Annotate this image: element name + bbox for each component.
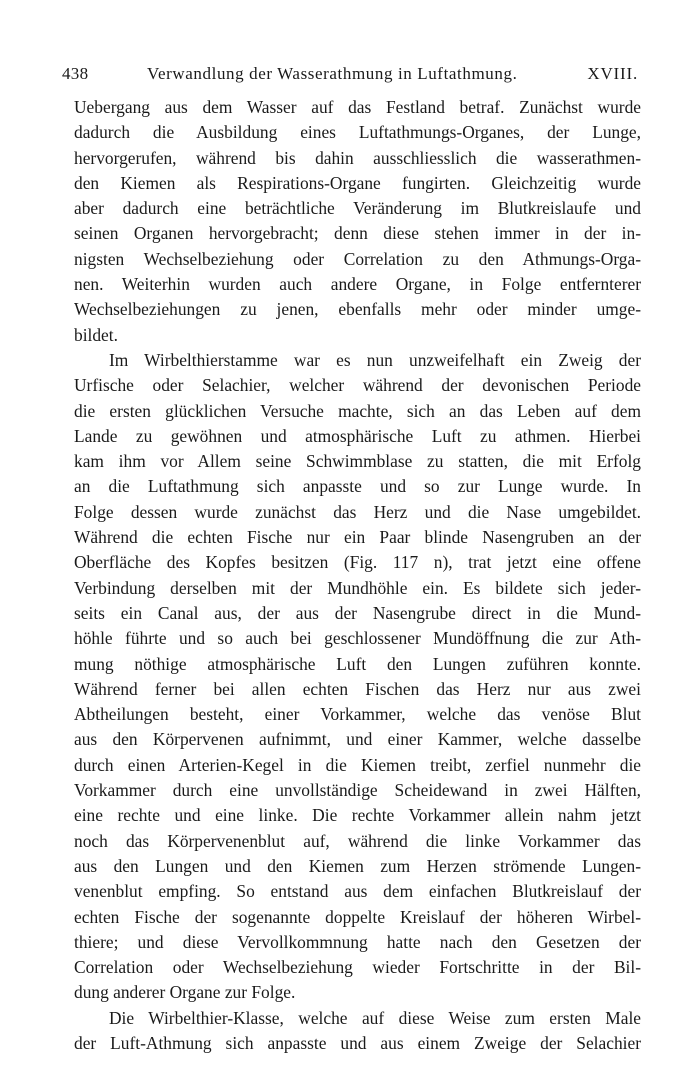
- text-line: Folge dessen wurde zunächst das Herz und die Nase umgebildet.: [74, 501, 641, 522]
- text-line: nen. Weiterhin wurden auch andere Organe, in Folge entfernterer: [74, 274, 641, 295]
- text-line: Uebergang aus dem Wasser auf das Festland betraf. Zunächst wurde: [74, 97, 641, 117]
- text-line: an die Luftathmung sich anpasste und so zur Lunge wurde. In: [74, 476, 641, 497]
- text-line: aus den Lungen und den Kiemen zum Herzen strömende Lungen-: [74, 855, 641, 876]
- text-line: dadurch die Ausbildung eines Luftathmungs-Organes, der Lunge,: [74, 122, 641, 143]
- text-line: durch einen Arterien-Kegel in die Kiemen treibt, zerfiel nunmehr die: [74, 754, 641, 775]
- text-line: Abtheilungen besteht, einer Vorkammer, welche das venöse Blut: [74, 704, 641, 725]
- text-line: Urfische oder Selachier, welcher während der devonischen Periode: [74, 375, 641, 396]
- text-line: seits ein Canal aus, der aus der Nasengrube direct in die Mund-: [74, 602, 641, 623]
- text-line: aber dadurch eine beträchtliche Veränderung im Blutkreislaufe und: [74, 198, 641, 219]
- text-line: Correlation oder Wechselbeziehung wieder Fortschritte in der Bil-: [74, 957, 641, 978]
- paragraph: [74, 95, 641, 348]
- text-line: Im Wirbelthierstamme war es nun unzweifelhaft ein Zweig der: [109, 349, 641, 370]
- text-line: Während die echten Fische nur ein Paar blinde Nasengruben an der: [74, 527, 641, 548]
- text-line: aus den Körpervenen aufnimmt, und einer Kammer, welche dasselbe: [74, 729, 641, 750]
- text-line: eine rechte und eine linke. Die rechte Vorkammer allein nahm jetzt: [74, 805, 641, 826]
- text-line: Wechselbeziehungen zu jenen, ebenfalls mehr oder minder umge-: [74, 299, 641, 320]
- text-line: echten Fische der sogenannte doppelte Kreislauf der höheren Wirbel-: [74, 906, 641, 927]
- text-line: kam ihm vor Allem seine Schwimmblase zu statten, die mit Erfolg: [74, 451, 641, 472]
- text-line: den Kiemen als Respirations-Organe fungirten. Gleichzeitig wurde: [74, 172, 641, 193]
- text-line: hervorgerufen, während bis dahin ausschliesslich die wasserathmen-: [74, 147, 641, 168]
- running-header: [62, 60, 642, 88]
- text-line: die ersten glücklichen Versuche machte, sich an das Leben auf dem: [74, 400, 641, 421]
- text-line: noch das Körpervenenblut auf, während die linke Vorkammer das: [74, 830, 641, 851]
- text-line: der Luft-Athmung sich anpasste und aus einem Zweige der Selachier: [74, 1032, 641, 1053]
- text-line: venenblut empfing. So entstand aus dem einfachen Blutkreislauf der: [74, 881, 641, 902]
- text-line: Lande zu gewöhnen und atmosphärische Luft zu athmen. Hierbei: [74, 425, 641, 446]
- chapter-number: XVIII.: [587, 64, 638, 83]
- text-line: thiere; und diese Vervollkommnung hatte nach den Gesetzen der: [74, 931, 641, 952]
- text-line: seinen Organen hervorgebracht; denn diese stehen immer in der in-: [74, 223, 641, 244]
- paragraph: [74, 348, 641, 1006]
- text-line: bildet.: [74, 324, 118, 345]
- body-text: [74, 95, 641, 1056]
- page-number: 438: [62, 64, 89, 83]
- text-line: höhle führte und so auch bei geschlossener Mundöffnung die zur Ath-: [74, 628, 641, 649]
- text-line: nigsten Wechselbeziehung oder Correlation zu den Athmungs-Orga-: [74, 248, 641, 269]
- text-line: dung anderer Organe zur Folge.: [74, 982, 296, 1003]
- paragraph: [74, 1006, 641, 1057]
- text-line: Verbindung derselben mit der Mundhöhle ein. Es bildete sich jeder-: [74, 577, 641, 598]
- text-line: Die Wirbelthier-Klasse, welche auf diese Weise zum ersten Male: [109, 1007, 641, 1028]
- text-line: mung nöthige atmosphärische Luft den Lungen zuführen konnte.: [74, 653, 641, 674]
- text-line: Vorkammer durch eine unvollständige Scheidewand in zwei Hälften,: [74, 780, 641, 801]
- running-title: Verwandlung der Wasserathmung in Luftathmung.: [147, 64, 518, 83]
- text-line: Während ferner bei allen echten Fischen das Herz nur aus zwei: [74, 678, 641, 699]
- text-line: Oberfläche des Kopfes besitzen (Fig. 117 n), trat jetzt eine offene: [74, 552, 641, 573]
